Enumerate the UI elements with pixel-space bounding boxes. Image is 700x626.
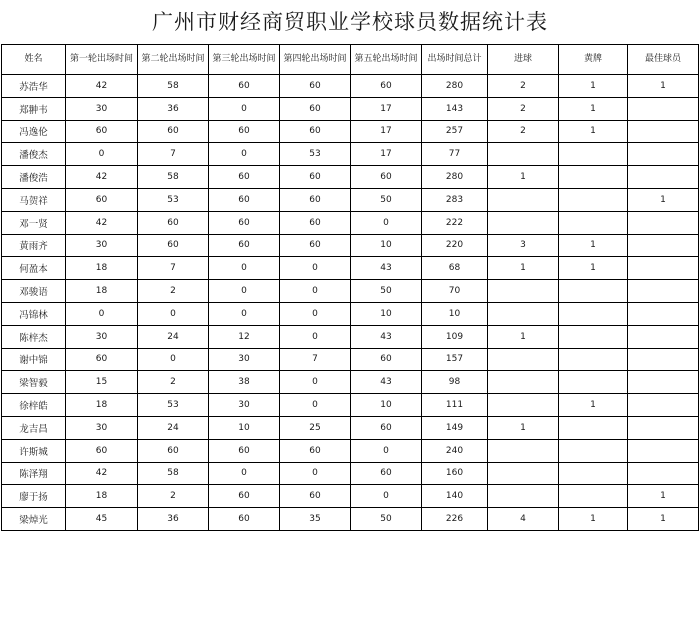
header-name[interactable]: 姓名 bbox=[2, 45, 66, 75]
cell-mvp[interactable] bbox=[628, 257, 699, 280]
cell-total[interactable]: 160 bbox=[422, 462, 488, 485]
cell-mvp[interactable] bbox=[628, 325, 699, 348]
cell-goals[interactable] bbox=[488, 439, 559, 462]
cell-r1[interactable]: 30 bbox=[66, 325, 138, 348]
cell-mvp[interactable]: 1 bbox=[628, 75, 699, 98]
cell-r2[interactable]: 24 bbox=[138, 416, 209, 439]
cell-r4[interactable]: 0 bbox=[280, 394, 351, 417]
table-row bbox=[2, 234, 699, 257]
cell-r2[interactable]: 60 bbox=[138, 120, 209, 143]
cell-r1[interactable]: 60 bbox=[66, 439, 138, 462]
table-row bbox=[2, 439, 699, 462]
cell-mvp[interactable]: 1 bbox=[628, 485, 699, 508]
cell-r4[interactable]: 60 bbox=[280, 188, 351, 211]
table-row bbox=[2, 325, 699, 348]
cell-name[interactable]: 潘俊杰 bbox=[2, 143, 66, 166]
cell-r5[interactable]: 60 bbox=[351, 166, 422, 189]
cell-r5[interactable]: 0 bbox=[351, 211, 422, 234]
table-row bbox=[2, 97, 699, 120]
cell-r3[interactable]: 0 bbox=[209, 97, 280, 120]
cell-yellow[interactable]: 1 bbox=[559, 97, 628, 120]
table-row bbox=[2, 75, 699, 98]
cell-r2[interactable]: 58 bbox=[138, 462, 209, 485]
cell-mvp[interactable] bbox=[628, 394, 699, 417]
cell-goals[interactable]: 2 bbox=[488, 120, 559, 143]
cell-yellow[interactable] bbox=[559, 439, 628, 462]
cell-r1[interactable]: 45 bbox=[66, 508, 138, 531]
cell-r3[interactable]: 0 bbox=[209, 462, 280, 485]
cell-name[interactable]: 冯逸伦 bbox=[2, 120, 66, 143]
cell-r3[interactable]: 12 bbox=[209, 325, 280, 348]
cell-r4[interactable]: 0 bbox=[280, 302, 351, 325]
cell-mvp[interactable] bbox=[628, 234, 699, 257]
cell-r3[interactable]: 60 bbox=[209, 234, 280, 257]
table-row bbox=[2, 143, 699, 166]
cell-r1[interactable]: 42 bbox=[66, 462, 138, 485]
cell-r1[interactable]: 30 bbox=[66, 416, 138, 439]
table-row bbox=[2, 280, 699, 303]
cell-total[interactable]: 143 bbox=[422, 97, 488, 120]
cell-yellow[interactable]: 1 bbox=[559, 257, 628, 280]
cell-goals[interactable]: 1 bbox=[488, 257, 559, 280]
cell-r3[interactable]: 60 bbox=[209, 166, 280, 189]
cell-mvp[interactable] bbox=[628, 120, 699, 143]
cell-name[interactable]: 龙吉昌 bbox=[2, 416, 66, 439]
cell-r4[interactable]: 53 bbox=[280, 143, 351, 166]
table-row bbox=[2, 211, 699, 234]
cell-r2[interactable]: 60 bbox=[138, 439, 209, 462]
cell-r4[interactable]: 0 bbox=[280, 325, 351, 348]
cell-name[interactable]: 苏浩华 bbox=[2, 75, 66, 98]
cell-r5[interactable]: 60 bbox=[351, 416, 422, 439]
cell-r3[interactable]: 60 bbox=[209, 439, 280, 462]
cell-name[interactable]: 邓骏语 bbox=[2, 280, 66, 303]
table-row bbox=[2, 257, 699, 280]
cell-goals[interactable]: 1 bbox=[488, 166, 559, 189]
cell-name[interactable]: 梁智毅 bbox=[2, 371, 66, 394]
cell-r3[interactable]: 30 bbox=[209, 394, 280, 417]
cell-r5[interactable]: 10 bbox=[351, 302, 422, 325]
cell-r1[interactable]: 30 bbox=[66, 234, 138, 257]
cell-r1[interactable]: 18 bbox=[66, 485, 138, 508]
cell-name[interactable]: 邓一贤 bbox=[2, 211, 66, 234]
cell-r3[interactable]: 0 bbox=[209, 257, 280, 280]
cell-mvp[interactable] bbox=[628, 97, 699, 120]
cell-r5[interactable]: 60 bbox=[351, 462, 422, 485]
cell-name[interactable]: 许斯城 bbox=[2, 439, 66, 462]
header-round2[interactable]: 第二轮出场时间 bbox=[138, 45, 209, 75]
table-row bbox=[2, 166, 699, 189]
cell-r1[interactable]: 30 bbox=[66, 97, 138, 120]
cell-r5[interactable]: 10 bbox=[351, 394, 422, 417]
cell-goals[interactable]: 1 bbox=[488, 416, 559, 439]
cell-mvp[interactable] bbox=[628, 371, 699, 394]
cell-total[interactable]: 257 bbox=[422, 120, 488, 143]
table-row bbox=[2, 348, 699, 371]
cell-total[interactable]: 77 bbox=[422, 143, 488, 166]
cell-r3[interactable]: 60 bbox=[209, 120, 280, 143]
cell-r5[interactable]: 43 bbox=[351, 257, 422, 280]
cell-r2[interactable]: 58 bbox=[138, 166, 209, 189]
cell-total[interactable]: 68 bbox=[422, 257, 488, 280]
cell-r4[interactable]: 60 bbox=[280, 211, 351, 234]
cell-r5[interactable]: 60 bbox=[351, 75, 422, 98]
cell-r2[interactable]: 7 bbox=[138, 257, 209, 280]
cell-name[interactable]: 冯锦林 bbox=[2, 302, 66, 325]
cell-r2[interactable]: 53 bbox=[138, 188, 209, 211]
cell-r4[interactable]: 25 bbox=[280, 416, 351, 439]
cell-r4[interactable]: 60 bbox=[280, 234, 351, 257]
cell-yellow[interactable]: 1 bbox=[559, 234, 628, 257]
header-mvp[interactable]: 最佳球员 bbox=[628, 45, 699, 75]
table-row bbox=[2, 371, 699, 394]
cell-yellow[interactable]: 1 bbox=[559, 508, 628, 531]
cell-r4[interactable]: 60 bbox=[280, 439, 351, 462]
header-total[interactable]: 出场时间总计 bbox=[422, 45, 488, 75]
header-yellow[interactable]: 黄牌 bbox=[559, 45, 628, 75]
cell-total[interactable]: 70 bbox=[422, 280, 488, 303]
header-round5[interactable]: 第五轮出场时间 bbox=[351, 45, 422, 75]
cell-total[interactable]: 280 bbox=[422, 166, 488, 189]
cell-r5[interactable]: 17 bbox=[351, 143, 422, 166]
cell-total[interactable]: 222 bbox=[422, 211, 488, 234]
cell-total[interactable]: 240 bbox=[422, 439, 488, 462]
cell-goals[interactable] bbox=[488, 348, 559, 371]
cell-r3[interactable]: 60 bbox=[209, 485, 280, 508]
cell-total[interactable]: 10 bbox=[422, 302, 488, 325]
cell-total[interactable]: 149 bbox=[422, 416, 488, 439]
cell-r1[interactable]: 42 bbox=[66, 166, 138, 189]
cell-yellow[interactable]: 1 bbox=[559, 120, 628, 143]
cell-yellow[interactable] bbox=[559, 462, 628, 485]
cell-r2[interactable]: 2 bbox=[138, 280, 209, 303]
cell-yellow[interactable] bbox=[559, 143, 628, 166]
cell-r5[interactable]: 0 bbox=[351, 439, 422, 462]
cell-r2[interactable]: 0 bbox=[138, 302, 209, 325]
cell-yellow[interactable] bbox=[559, 416, 628, 439]
cell-r2[interactable]: 36 bbox=[138, 508, 209, 531]
cell-mvp[interactable] bbox=[628, 166, 699, 189]
cell-total[interactable]: 157 bbox=[422, 348, 488, 371]
cell-r3[interactable]: 60 bbox=[209, 75, 280, 98]
table-row bbox=[2, 120, 699, 143]
cell-mvp[interactable] bbox=[628, 348, 699, 371]
cell-r1[interactable]: 15 bbox=[66, 371, 138, 394]
cell-r3[interactable]: 38 bbox=[209, 371, 280, 394]
cell-yellow[interactable] bbox=[559, 211, 628, 234]
header-round3[interactable]: 第三轮出场时间 bbox=[209, 45, 280, 75]
cell-mvp[interactable] bbox=[628, 280, 699, 303]
cell-total[interactable]: 280 bbox=[422, 75, 488, 98]
cell-r5[interactable]: 17 bbox=[351, 120, 422, 143]
cell-name[interactable]: 梁焯光 bbox=[2, 508, 66, 531]
cell-name[interactable]: 徐梓皓 bbox=[2, 394, 66, 417]
table-row bbox=[2, 485, 699, 508]
cell-mvp[interactable] bbox=[628, 462, 699, 485]
cell-r2[interactable]: 2 bbox=[138, 485, 209, 508]
cell-name[interactable]: 陈泽翔 bbox=[2, 462, 66, 485]
cell-total[interactable]: 220 bbox=[422, 234, 488, 257]
cell-r4[interactable]: 60 bbox=[280, 75, 351, 98]
cell-r4[interactable]: 60 bbox=[280, 120, 351, 143]
cell-total[interactable]: 98 bbox=[422, 371, 488, 394]
cell-name[interactable]: 何盈本 bbox=[2, 257, 66, 280]
cell-total[interactable]: 226 bbox=[422, 508, 488, 531]
table-row bbox=[2, 462, 699, 485]
table-row bbox=[2, 416, 699, 439]
cell-r2[interactable]: 36 bbox=[138, 97, 209, 120]
cell-total[interactable]: 140 bbox=[422, 485, 488, 508]
cell-name[interactable]: 谢中锦 bbox=[2, 348, 66, 371]
cell-r3[interactable]: 60 bbox=[209, 188, 280, 211]
cell-yellow[interactable] bbox=[559, 485, 628, 508]
cell-r4[interactable]: 35 bbox=[280, 508, 351, 531]
cell-r4[interactable]: 60 bbox=[280, 166, 351, 189]
cell-goals[interactable] bbox=[488, 302, 559, 325]
cell-r5[interactable]: 43 bbox=[351, 371, 422, 394]
cell-name[interactable]: 马贺祥 bbox=[2, 188, 66, 211]
cell-r5[interactable]: 60 bbox=[351, 348, 422, 371]
cell-mvp[interactable]: 1 bbox=[628, 508, 699, 531]
cell-r1[interactable]: 60 bbox=[66, 120, 138, 143]
cell-r3[interactable]: 0 bbox=[209, 280, 280, 303]
cell-r1[interactable]: 18 bbox=[66, 257, 138, 280]
cell-r1[interactable]: 0 bbox=[66, 302, 138, 325]
cell-r4[interactable]: 0 bbox=[280, 462, 351, 485]
cell-r4[interactable]: 7 bbox=[280, 348, 351, 371]
cell-goals[interactable]: 2 bbox=[488, 75, 559, 98]
cell-r4[interactable]: 0 bbox=[280, 371, 351, 394]
cell-r3[interactable]: 60 bbox=[209, 508, 280, 531]
cell-r1[interactable]: 0 bbox=[66, 143, 138, 166]
cell-r4[interactable]: 0 bbox=[280, 257, 351, 280]
cell-r3[interactable]: 60 bbox=[209, 211, 280, 234]
cell-r3[interactable]: 10 bbox=[209, 416, 280, 439]
cell-r1[interactable]: 60 bbox=[66, 348, 138, 371]
table-row bbox=[2, 188, 699, 211]
table-row bbox=[2, 508, 699, 531]
cell-r5[interactable]: 0 bbox=[351, 485, 422, 508]
cell-r2[interactable]: 53 bbox=[138, 394, 209, 417]
cell-r5[interactable]: 43 bbox=[351, 325, 422, 348]
header-round4[interactable]: 第四轮出场时间 bbox=[280, 45, 351, 75]
cell-yellow[interactable] bbox=[559, 371, 628, 394]
table-row bbox=[2, 302, 699, 325]
cell-r2[interactable]: 60 bbox=[138, 211, 209, 234]
header-row bbox=[2, 45, 699, 75]
cell-r5[interactable]: 10 bbox=[351, 234, 422, 257]
table-row bbox=[2, 394, 699, 417]
cell-yellow[interactable] bbox=[559, 302, 628, 325]
cell-mvp[interactable]: 1 bbox=[628, 188, 699, 211]
cell-r4[interactable]: 60 bbox=[280, 97, 351, 120]
cell-goals[interactable] bbox=[488, 462, 559, 485]
cell-r1[interactable]: 18 bbox=[66, 394, 138, 417]
cell-r3[interactable]: 30 bbox=[209, 348, 280, 371]
header-goals[interactable]: 进球 bbox=[488, 45, 559, 75]
cell-r2[interactable]: 2 bbox=[138, 371, 209, 394]
cell-r2[interactable]: 60 bbox=[138, 234, 209, 257]
table-body bbox=[2, 75, 699, 531]
cell-name[interactable]: 廖于扬 bbox=[2, 485, 66, 508]
cell-yellow[interactable]: 1 bbox=[559, 394, 628, 417]
cell-r4[interactable]: 60 bbox=[280, 485, 351, 508]
cell-name[interactable]: 黄雨齐 bbox=[2, 234, 66, 257]
cell-r1[interactable]: 60 bbox=[66, 188, 138, 211]
cell-r2[interactable]: 0 bbox=[138, 348, 209, 371]
cell-yellow[interactable] bbox=[559, 325, 628, 348]
cell-goals[interactable] bbox=[488, 143, 559, 166]
cell-mvp[interactable] bbox=[628, 302, 699, 325]
cell-r1[interactable]: 42 bbox=[66, 211, 138, 234]
cell-name[interactable]: 郑翀韦 bbox=[2, 97, 66, 120]
cell-r3[interactable]: 0 bbox=[209, 302, 280, 325]
cell-goals[interactable] bbox=[488, 485, 559, 508]
cell-mvp[interactable] bbox=[628, 211, 699, 234]
cell-mvp[interactable] bbox=[628, 439, 699, 462]
cell-r2[interactable]: 7 bbox=[138, 143, 209, 166]
cell-total[interactable]: 283 bbox=[422, 188, 488, 211]
cell-goals[interactable]: 2 bbox=[488, 97, 559, 120]
cell-total[interactable]: 111 bbox=[422, 394, 488, 417]
cell-r5[interactable]: 17 bbox=[351, 97, 422, 120]
cell-yellow[interactable] bbox=[559, 280, 628, 303]
cell-yellow[interactable] bbox=[559, 166, 628, 189]
cell-r3[interactable]: 0 bbox=[209, 143, 280, 166]
cell-goals[interactable] bbox=[488, 371, 559, 394]
cell-mvp[interactable] bbox=[628, 143, 699, 166]
cell-r5[interactable]: 50 bbox=[351, 280, 422, 303]
cell-goals[interactable]: 4 bbox=[488, 508, 559, 531]
cell-r5[interactable]: 50 bbox=[351, 508, 422, 531]
cell-r4[interactable]: 0 bbox=[280, 280, 351, 303]
cell-mvp[interactable] bbox=[628, 416, 699, 439]
sheet-title: 广州市财经商贸职业学校球员数据统计表 bbox=[152, 10, 548, 34]
cell-name[interactable]: 潘俊浩 bbox=[2, 166, 66, 189]
cell-r5[interactable]: 50 bbox=[351, 188, 422, 211]
cell-goals[interactable] bbox=[488, 394, 559, 417]
cell-yellow[interactable] bbox=[559, 188, 628, 211]
cell-yellow[interactable]: 1 bbox=[559, 75, 628, 98]
cell-yellow[interactable] bbox=[559, 348, 628, 371]
stats-table bbox=[1, 44, 699, 531]
cell-name[interactable]: 陈梓杰 bbox=[2, 325, 66, 348]
cell-goals[interactable]: 1 bbox=[488, 325, 559, 348]
cell-total[interactable]: 109 bbox=[422, 325, 488, 348]
cell-r1[interactable]: 18 bbox=[66, 280, 138, 303]
cell-r2[interactable]: 24 bbox=[138, 325, 209, 348]
cell-r2[interactable]: 58 bbox=[138, 75, 209, 98]
cell-r1[interactable]: 42 bbox=[66, 75, 138, 98]
cell-goals[interactable]: 3 bbox=[488, 234, 559, 257]
cell-goals[interactable] bbox=[488, 280, 559, 303]
header-round1[interactable]: 第一轮出场时间 bbox=[66, 45, 138, 75]
cell-goals[interactable] bbox=[488, 188, 559, 211]
cell-goals[interactable] bbox=[488, 211, 559, 234]
